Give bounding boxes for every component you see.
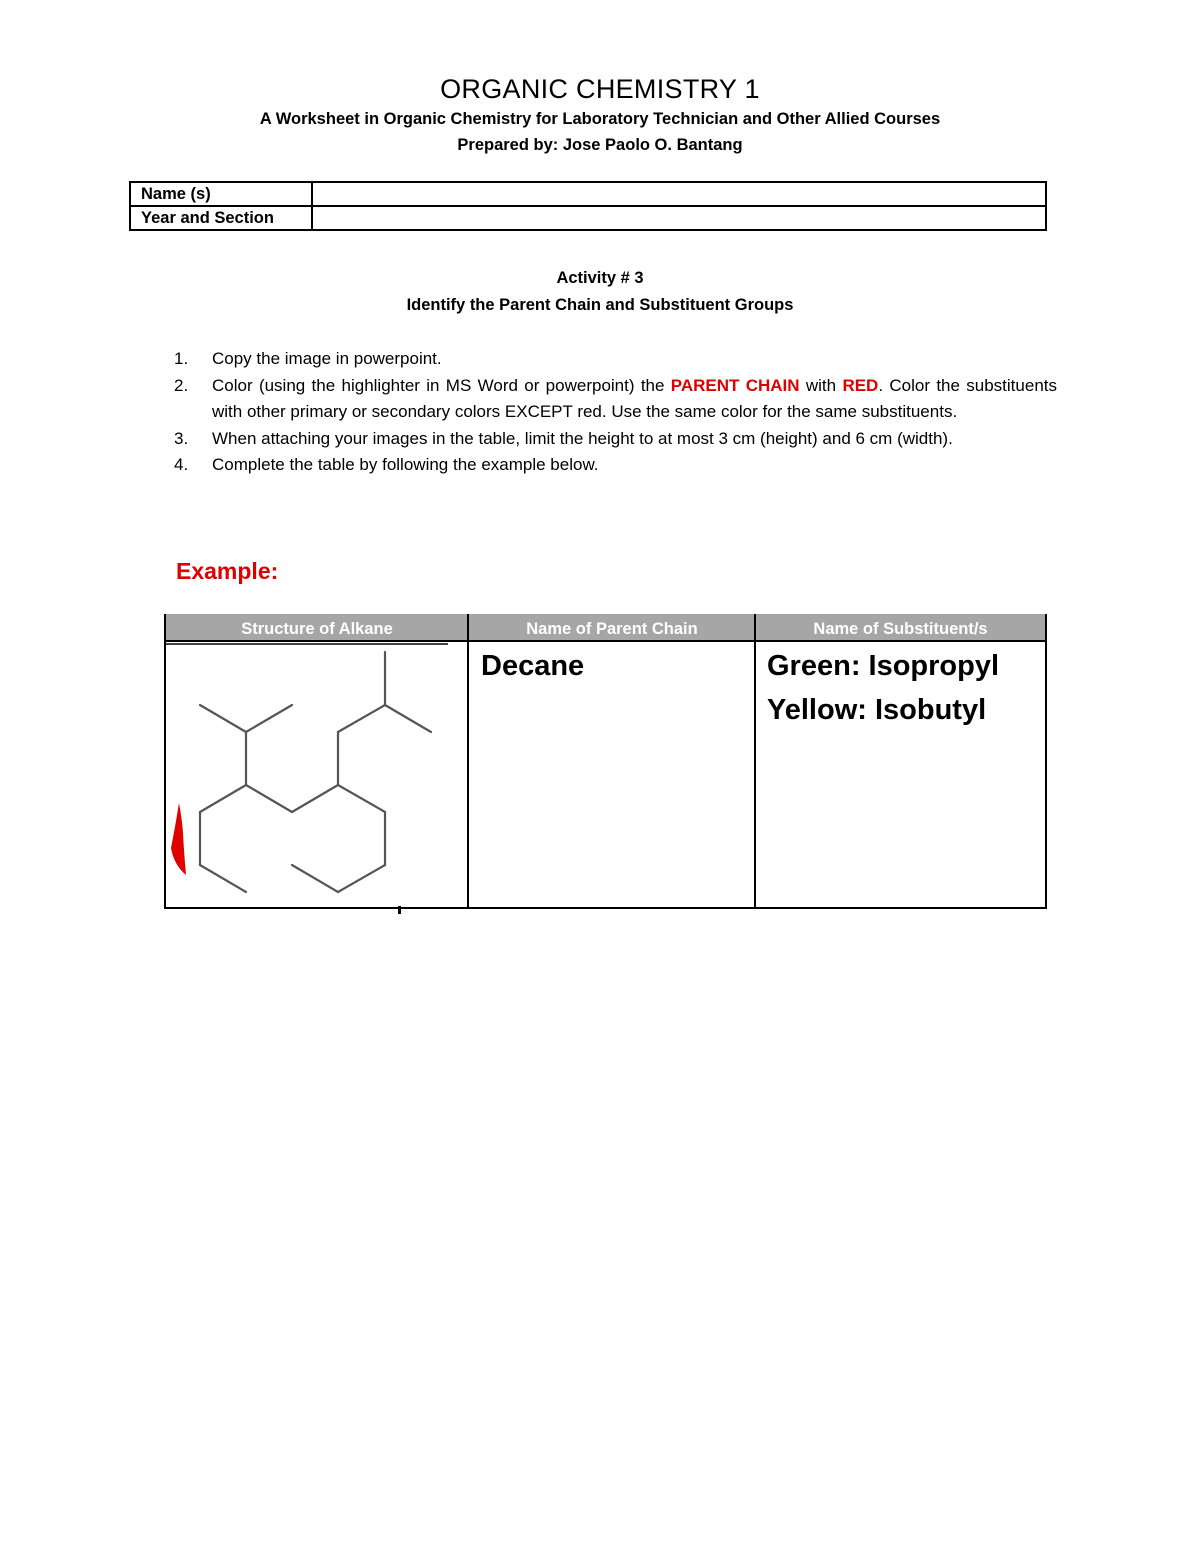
skeletal-bonds [200, 652, 431, 892]
bond [338, 865, 385, 892]
instruction-step-3 [170, 426, 1057, 453]
column-divider [754, 614, 756, 909]
parent-chain-name: Decane [481, 650, 585, 682]
info-row-name [130, 182, 1046, 206]
step-number: 4. [174, 455, 189, 474]
activity-title: Identify the Parent Chain and Substituent Groups [406, 296, 794, 314]
bond [292, 865, 338, 892]
step-number: 2. [174, 375, 189, 395]
red-highlight-mark [171, 803, 186, 875]
student-info-table [129, 181, 1047, 231]
substituent-list [767, 644, 999, 732]
step-text: with [799, 375, 843, 395]
step-number: 1. [174, 349, 189, 368]
year-section-label: Year and Section [130, 206, 312, 230]
prepared-by: Prepared by: Jose Paolo O. Bantang [457, 136, 743, 154]
header-substituents: Name of Substituent/s [756, 614, 1045, 642]
page-subtitle: A Worksheet in Organic Chemistry for Laboratory Technician and Other Allied Courses [259, 110, 941, 128]
page-title: ORGANIC CHEMISTRY 1 [440, 74, 760, 104]
instruction-step-4 [170, 452, 1057, 479]
example-label: Example: [176, 558, 279, 584]
bond [385, 705, 431, 732]
substituent-item: Yellow: Isobutyl [767, 694, 987, 726]
parent-chain-highlight: PARENT CHAIN [670, 375, 800, 395]
instruction-list [170, 346, 1057, 479]
bond [200, 785, 246, 812]
step-text: Copy the image in powerpoint. [212, 349, 442, 368]
name-field[interactable] [312, 182, 1046, 206]
substituent-item: Green: Isopropyl [767, 650, 1000, 682]
header-parent-chain: Name of Parent Chain [469, 614, 755, 642]
stray-mark [398, 906, 401, 914]
step-text: Color (using the highlighter in MS Word or powerpoint) the [212, 375, 671, 395]
instruction-step-1 [170, 346, 1057, 373]
activity-number: Activity # 3 [556, 269, 644, 287]
year-section-field[interactable] [312, 206, 1046, 230]
alkane-structure-image [166, 643, 466, 907]
name-label: Name (s) [130, 182, 312, 206]
bond [200, 865, 246, 892]
column-divider [467, 614, 469, 909]
instruction-step-2 [170, 373, 1057, 426]
info-row-section [130, 206, 1046, 230]
step-text: When attaching your images in the table, limit the height to at most 3 cm (height) and 6 cm (width). [212, 428, 953, 448]
bond [292, 785, 338, 812]
bond [200, 705, 246, 732]
step-text: Complete the table by following the example below. [212, 455, 599, 474]
bond [246, 785, 292, 812]
red-highlight: RED [842, 375, 879, 395]
step-number: 3. [174, 428, 189, 448]
header-structure: Structure of Alkane [166, 614, 468, 642]
bond [246, 705, 292, 732]
bond [338, 705, 385, 732]
bond [338, 785, 385, 812]
step-text: . Color the substituents with other primary or secondary colors EXCEPT red. Use the same color for the same substituents. [212, 375, 1057, 421]
